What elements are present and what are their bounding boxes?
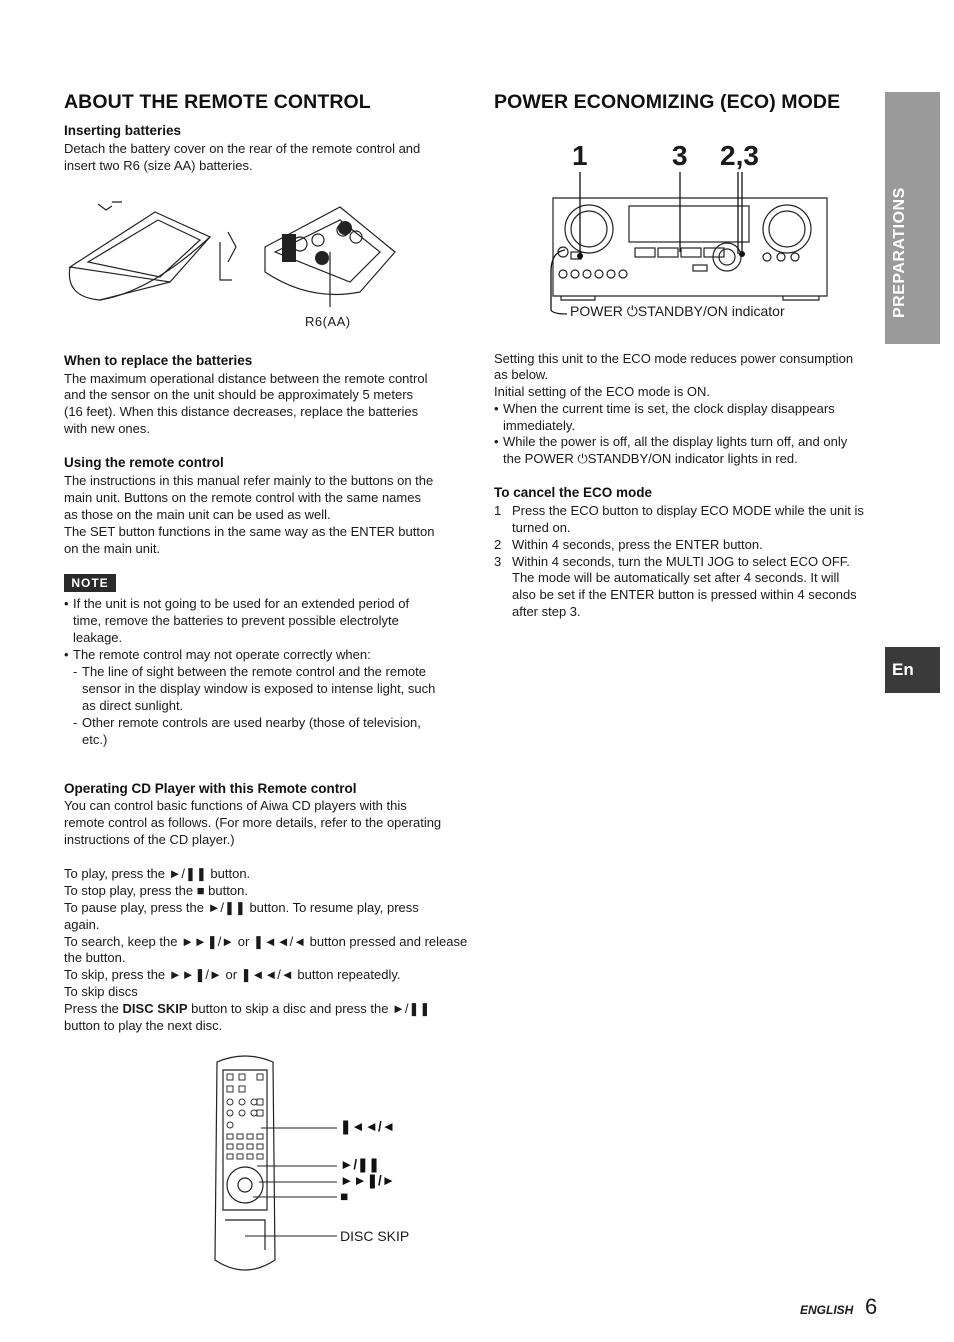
cd-pause-line-2: again. xyxy=(64,917,100,932)
note-dash-2-mark: - xyxy=(73,715,78,730)
preparations-tab-label: PREPARATIONS xyxy=(891,187,908,318)
note-dash-1-mark: - xyxy=(73,664,78,679)
note-bullet-2: The remote control may not operate correctly when: xyxy=(73,647,371,662)
cancel-step-3-line-1: Within 4 seconds, turn the MULTI JOG to select ECO OFF. xyxy=(512,554,850,569)
cd-disc-skip-line-2: button to play the next disc. xyxy=(64,1018,223,1033)
note-bullet-1-line-3: leakage. xyxy=(73,630,123,645)
replace-text-1: The maximum operational distance between the remote control xyxy=(64,371,428,386)
cd-intro-3: instructions of the CD player.) xyxy=(64,832,235,847)
note-dash-2-line-2: etc.) xyxy=(82,732,108,747)
note-dash-2-line-1: Other remote controls are used nearby (those of television, xyxy=(82,715,421,730)
eco-bullet-2-line-2: the POWER ⏻STANDBY/ON indicator lights in red. xyxy=(503,451,798,466)
eco-step-label-1: 1 xyxy=(572,140,588,171)
note-dash-1-line-3: as direct sunlight. xyxy=(82,698,184,713)
note-bullet-1-mark: • xyxy=(64,596,69,611)
using-text-1: The instructions in this manual refer mainly to the buttons on the xyxy=(64,473,434,488)
language-tab-label: En xyxy=(892,660,914,679)
eco-bullet-1-line-2: immediately. xyxy=(503,418,576,433)
cancel-step-1-line-2: turned on. xyxy=(512,520,571,535)
remote-label-stop: ■ xyxy=(340,1189,349,1204)
eco-bullet-1-mark: • xyxy=(494,401,499,416)
cd-disc-skip-pre: Press the xyxy=(64,1001,123,1016)
cancel-eco-heading: To cancel the ECO mode xyxy=(494,485,653,500)
cancel-step-3-num: 3 xyxy=(494,554,502,569)
inserting-text-1: Detach the battery cover on the rear of the remote control and xyxy=(64,141,421,156)
eco-intro-1: Setting this unit to the ECO mode reduces power consumption xyxy=(494,351,854,366)
cd-play-line: To play, press the ►/❚❚ button. xyxy=(64,866,251,881)
note-bullet-2-mark: • xyxy=(64,647,69,662)
eco-mode-title: POWER ECONOMIZING (ECO) MODE xyxy=(494,91,841,113)
cd-skip-discs-line: To skip discs xyxy=(64,984,138,999)
eco-bullet-2-mark: • xyxy=(494,434,499,449)
cd-skip-line: To skip, press the ►►❚/► or ❚◄◄/◄ button repeatedly. xyxy=(64,967,401,982)
using-text-2: main unit. Buttons on the remote control with the same names xyxy=(64,490,421,505)
cd-search-line-1: To search, keep the ►►❚/► or ❚◄◄/◄ button pressed and release xyxy=(64,934,468,949)
cd-stop-line: To stop play, press the ■ button. xyxy=(64,883,248,898)
cd-intro-2: remote control as follows. (For more details, refer to the operating xyxy=(64,815,442,830)
receiver-illustration xyxy=(545,172,835,317)
inserting-text-2: insert two R6 (size AA) batteries. xyxy=(64,158,253,173)
cd-player-heading: Operating CD Player with this Remote control xyxy=(64,781,357,796)
eco-step-label-2-3: 2,3 xyxy=(720,140,759,171)
using-text-4: The SET button functions in the same way as the ENTER button xyxy=(64,524,435,539)
eco-step-label-3: 3 xyxy=(672,140,688,171)
note-dash-1-line-1: The line of sight between the remote control and the remote xyxy=(82,664,426,679)
note-bullet-1-line-2: time, remove the batteries to prevent possible electrolyte xyxy=(73,613,399,628)
remote-label-disc-skip: DISC SKIP xyxy=(340,1228,410,1244)
inserting-batteries-heading: Inserting batteries xyxy=(64,123,182,138)
eco-bullet-1-line-1: When the current time is set, the clock display disappears xyxy=(503,401,835,416)
cd-disc-skip-post: button to skip a disc and press the ►/❚❚ xyxy=(187,1001,431,1016)
eco-intro-2: as below. xyxy=(494,367,549,382)
language-tab xyxy=(885,647,940,693)
cd-disc-skip-line-1 xyxy=(64,1001,430,1018)
note-badge: NOTE xyxy=(64,574,116,592)
cancel-step-1-num: 1 xyxy=(494,503,502,518)
using-remote-heading: Using the remote control xyxy=(64,455,224,470)
footer-language: ENGLISH xyxy=(800,1303,854,1317)
remote-label-prev: ❚◄◄/◄ xyxy=(340,1119,396,1134)
remote-label-next: ►►❚/► xyxy=(340,1173,396,1188)
eco-intro-3: Initial setting of the ECO mode is ON. xyxy=(494,384,711,399)
cd-disc-skip-bold: DISC SKIP xyxy=(122,1001,188,1016)
cancel-step-2-num: 2 xyxy=(494,537,502,552)
preparations-tab xyxy=(885,92,940,344)
using-text-3: as those on the main unit can be used as well. xyxy=(64,507,331,522)
cd-search-line-2: the button. xyxy=(64,950,126,965)
note-dash-1-line-2: sensor in the display window is exposed to intense light, such xyxy=(82,681,436,696)
using-text-5: on the main unit. xyxy=(64,541,161,556)
cd-pause-line-1: To pause play, press the ►/❚❚ button. To resume play, press xyxy=(64,900,419,915)
eco-bullet-2-line-1: While the power is off, all the display lights turn off, and only xyxy=(503,434,848,449)
replace-text-3: (16 feet). When this distance decreases, replace the batteries xyxy=(64,404,419,419)
replace-text-2: and the sensor on the unit should be approximately 5 meters xyxy=(64,387,414,402)
cancel-step-3-line-4: after step 3. xyxy=(512,604,581,619)
cancel-step-1-line-1: Press the ECO button to display ECO MODE while the unit is xyxy=(512,503,864,518)
battery-illustration xyxy=(60,192,400,312)
replace-batteries-heading: When to replace the batteries xyxy=(64,353,253,368)
cancel-step-3-line-2: The mode will be automatically set after 4 seconds. It will xyxy=(512,570,840,585)
cancel-step-2-line-1: Within 4 seconds, press the ENTER button. xyxy=(512,537,763,552)
replace-text-4: with new ones. xyxy=(64,421,150,436)
note-bullet-1-line-1: If the unit is not going to be used for an extended period of xyxy=(73,596,410,611)
page-number: 6 xyxy=(865,1294,878,1319)
remote-label-play-pause: ►/❚❚ xyxy=(340,1157,380,1172)
power-indicator-label: POWER ⏻STANDBY/ON indicator xyxy=(570,303,785,319)
cd-intro-1: You can control basic functions of Aiwa CD players with this xyxy=(64,798,407,813)
cancel-step-3-line-3: also be set if the ENTER button is pressed within 4 seconds xyxy=(512,587,857,602)
about-remote-title: ABOUT THE REMOTE CONTROL xyxy=(64,91,371,113)
battery-size-label: R6(AA) xyxy=(305,314,351,329)
